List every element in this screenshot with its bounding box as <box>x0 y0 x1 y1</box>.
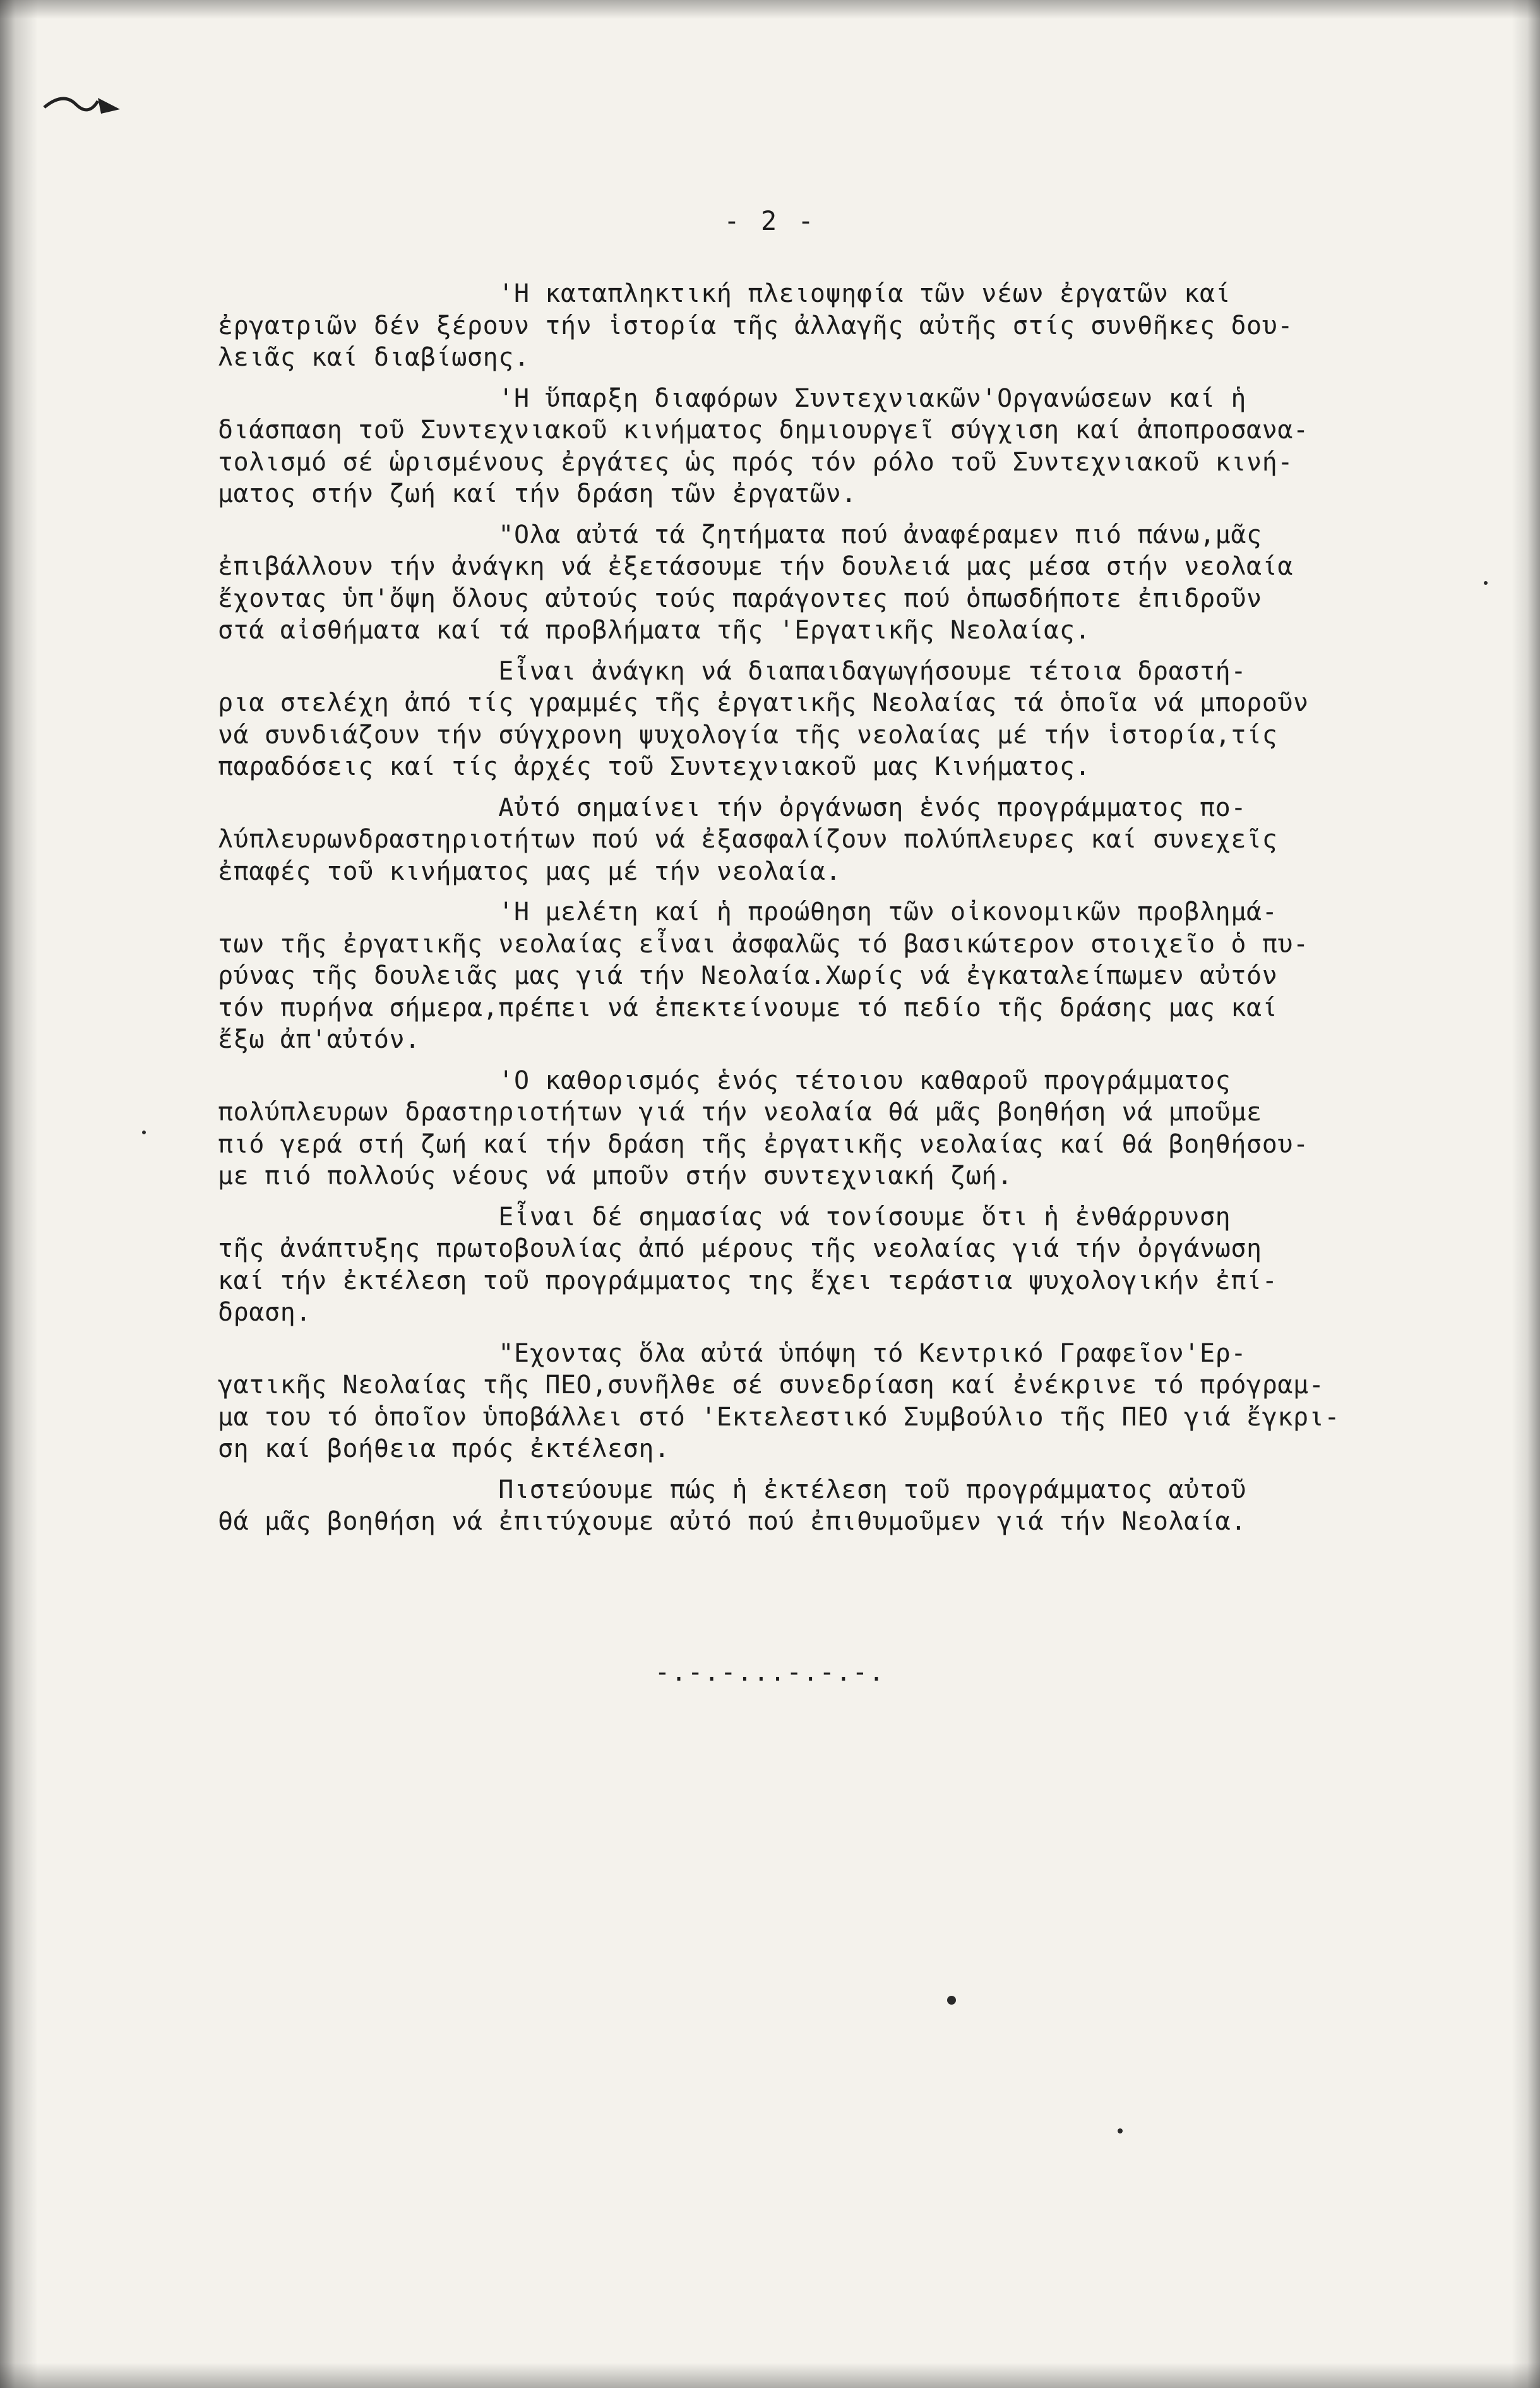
paragraph: "Ολα αὐτά τά ζητήματα πού ἀναφέραμεν πιό πάνω,μᾶς ἐπιβάλλουν τήν ἀνάγκη νά ἐξετάσουμε τήν δουλειά μας μέσα στήν νεολαία ἔχοντας ὑπ'ὄψη ὅλους αὐτούς τούς παράγοντες πού ὁπωσδήποτε ἐπιδροῦν στά αἰσθήματα καί τά προβλήματα τῆς 'Εργατικῆς Νεολαίας. <box>218 520 1294 645</box>
scan-edge-left <box>0 0 38 2388</box>
paragraph: 'Η ὕπαρξη διαφόρων Συντεχνιακῶν'Οργανώσεων καί ἡ διάσπαση τοῦ Συντεχνιακοῦ κινήματος δημιουργεῖ σύγχιση καί ἀποπροσανα- τολισμό σέ ὡρισμένους ἐργάτες ὡς πρός τόν ρόλο τοῦ Συντεχνιακοῦ κινή- ματος στήν ζωή καί τήν δράση τῶν ἐργατῶν. <box>218 383 1309 508</box>
paragraph: 'Η καταπληκτική πλειοψηφία τῶν νέων ἐργατῶν καί ἐργατριῶν δέν ξέρουν τήν ἱστορία τῆς ἀλλαγῆς αὐτῆς στίς συνθῆκες δου- λειᾶς καί διαβίωσης. <box>218 279 1294 372</box>
paragraph: 'Ο καθορισμός ἑνός τέτοιου καθαροῦ προγράμματος πολύπλευρων δραστηριοτήτων γιά τήν νεολαία θά μᾶς βοηθήση νά μποῦμε πιό γερά στή ζωή καί τήν δράση τῆς ἐργατικῆς νεολαίας καί θά βοηθήσου- με πιό πολλούς νέους νά μποῦν στήν συντεχνιακή ζωή. <box>218 1065 1309 1191</box>
scan-speck <box>1484 581 1488 585</box>
paragraph: Αὐτό σημαίνει τήν ὀργάνωση ἑνός προγράμματος πο- λύπλευρωνδραστηριοτήτων πού νά ἐξασφαλίζουν πολύπλευρες καί συνεχεῖς ἐπαφές τοῦ κινήματος μας μέ τήν νεολαία. <box>218 793 1278 886</box>
paragraph: Εἶναι δέ σημασίας νά τονίσουμε ὅτι ἡ ἐνθάρρυνση τῆς ἀνάπτυξης πρωτοβουλίας ἀπό μέρους τῆς νεολαίας γιά τήν ὀργάνωση καί τήν ἐκτέλεση τοῦ προγράμματος της ἔχει τεράστια ψυχολογικήν ἐπί- δραση. <box>218 1202 1278 1327</box>
scan-edge-top <box>0 0 1540 19</box>
page-number: - 2 - <box>724 205 816 236</box>
document-body <box>218 278 1405 1547</box>
paragraph: Εἶναι ἀνάγκη νά διαπαιδαγωγήσουμε τέτοια δραστή- ρια στελέχη ἀπό τίς γραμμές τῆς ἐργατικῆς Νεολαίας τά ὁποῖα νά μποροῦν νά συνδιάζουν τήν σύγχρονη ψυχολογία τῆς νεολαίας μέ τήν ἱστορία,τίς παραδόσεις καί τίς ἀρχές τοῦ Συντεχνιακοῦ μας Κινήματος. <box>218 656 1309 781</box>
scan-speck <box>142 1131 146 1134</box>
scan-speck <box>947 1996 956 2005</box>
handwritten-mark-icon <box>38 79 126 129</box>
end-mark: -.-.-...-.-.-. <box>654 1658 886 1687</box>
scan-edge-right <box>1512 0 1540 2388</box>
scan-edge-bottom <box>0 2363 1540 2388</box>
paragraph: Πιστεύουμε πώς ἡ ἐκτέλεση τοῦ προγράμματος αὐτοῦ θά μᾶς βοηθήση νά ἐπιτύχουμε αὐτό πού ἐπιθυμοῦμεν γιά τήν Νεολαία. <box>218 1475 1247 1536</box>
paragraph: 'Η μελέτη καί ἡ προώθηση τῶν οἰκονομικῶν προβλημά- των τῆς ἐργατικῆς νεολαίας εἶναι ἀσφαλῶς τό βασικώτερον στοιχεῖο ὁ πυ- ρύνας τῆς δουλειᾶς μας γιά τήν Νεολαία.Χωρίς νά ἐγκαταλείπωμεν αὐτόν τόν πυρήνα σήμερα,πρέπει νά ἐπεκτείνουμε τό πεδίο τῆς δράσης μας καί ἔξω ἀπ'αὐτόν. <box>218 897 1309 1054</box>
paragraph: "Εχοντας ὅλα αὐτά ὑπόψη τό Κεντρικό Γραφεῖον'Ερ- γατικῆς Νεολαίας τῆς ΠΕΟ,συνῆλθε σέ συνεδρίαση καί ἐνέκρινε τό πρόγραμ- μα του τό ὁποῖον ὑποβάλλει στό 'Εκτελεστικό Συμβούλιο τῆς ΠΕΟ γιά ἔγκρι- ση καί βοήθεια πρός ἐκτέλεση. <box>218 1338 1340 1463</box>
scan-speck <box>1118 2128 1123 2133</box>
